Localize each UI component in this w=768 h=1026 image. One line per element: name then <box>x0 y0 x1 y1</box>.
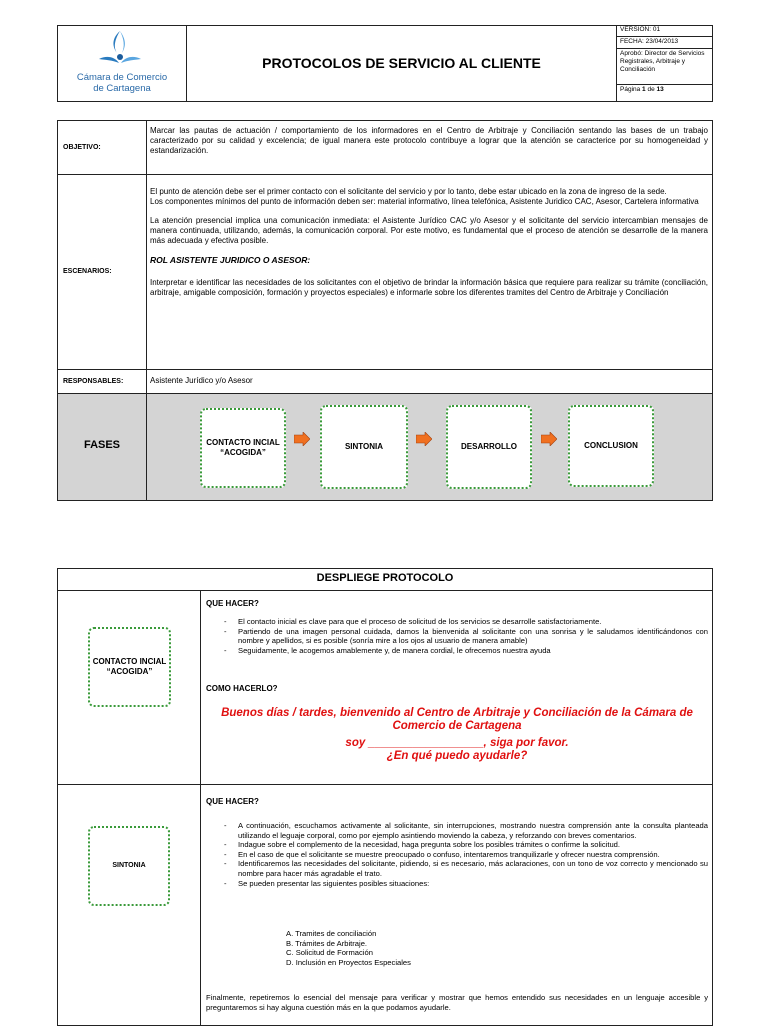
que-hacer-heading: QUE HACER? <box>206 797 259 806</box>
logo-text-line2: de Cartagena <box>93 83 151 94</box>
escenarios-text <box>150 187 708 298</box>
list-item: B. Trámites de Arbitraje. <box>286 938 368 948</box>
list-item: - Seguidamente, le acogemos amablemente y, de manera cordial, le ofrecemos nuestra ayuda <box>238 646 708 656</box>
script-line: ¿En qué puedo ayudarle? <box>386 750 528 762</box>
responsables-text: Asistente Jurídico y/o Asesor <box>150 376 253 385</box>
phase-conclusion: CONCLUSION <box>568 405 654 487</box>
que-hacer-list <box>206 617 708 655</box>
script-line: soy __________________, siga por favor. <box>345 737 569 749</box>
escenarios-paragraph: El punto de atención debe ser el primer contacto con el solicitante del servicio y por lo tanto, debe estar ubicado en la zona de ingreso de la sede. <box>150 187 667 196</box>
column-divider <box>200 590 201 1026</box>
page-current: 1 <box>642 86 646 93</box>
list-item: - A continuación, escuchamos activamente al solicitante, sin interrupciones, mostrando nuestra comprensión ante la consulta planteada utilizando el leguaje corporal, como por ejemplo asintiendo moviendo la cabeza, y reforzando con breves comentarios. <box>238 821 708 840</box>
page-total: 13 <box>656 86 664 93</box>
despliegue-title: DESPLIEGE PROTOCOLO <box>316 572 454 584</box>
list-item: A. Tramites de conciliación <box>286 929 377 938</box>
list-item: - Se pueden presentar las siguientes posibles situaciones: <box>238 879 708 889</box>
como-hacerlo-heading: COMO HACERLO? <box>206 684 278 693</box>
list-item: - Partiendo de una imagen personal cuidada, damos la bienvenida al solicitante con una sonrisa y le saludamos identificándonos con nombre y apellidos, si es posible (sonría mire a los ojos al usuario de manera amable) <box>238 627 708 646</box>
version-label: VERSION: 01 <box>617 25 713 37</box>
column-divider <box>146 394 147 500</box>
que-hacer-heading: QUE HACER? <box>206 599 259 608</box>
document-title: PROTOCOLOS DE SERVICIO AL CLIENTE <box>262 55 541 71</box>
escenarios-paragraph: La atención presencial implica una comunicación inmediata: el Asistente Jurídico CAC y/o Asesor y el solicitante del servicio intercambian mensajes de manera continuada, utilizando, además, la comunicación corporal. Por este motivo, es fundamental que el proceso de atención se desarrolle de la manera más adecuada y efectiva posible. <box>150 216 708 245</box>
list-item: D. Inclusión en Proyectos Especiales <box>286 957 411 967</box>
objetivo-text: Marcar las pautas de actuación / comportamiento de los informadores en el Centro de Arbitraje y Conciliación sentando las bases de un trabajo caracterizado por su calidad y excelencia; de igual manera este protocolo contribuye a lograr que la atención se caracterice por su homogeneidad y estandarización. <box>150 126 708 155</box>
header-meta-cell <box>616 25 713 102</box>
arrow-right-icon <box>294 432 310 446</box>
script-line: Comercio de Cartagena <box>392 720 522 732</box>
header-logo-cell <box>57 25 187 102</box>
arrow-right-icon <box>416 432 432 446</box>
final-paragraph: Finalmente, repetiremos lo esencial del mensaje para verificar y mostrar que hemos entendido sus necesidades en un lenguaje accesible y preguntaremos si hay alguna cuestión más en la que podamos ayudarle. <box>206 993 708 1012</box>
escenarios-label: ESCENARIOS: <box>63 268 112 275</box>
script-line: Buenos días / tardes, bienvenido al Centro de Arbitraje y Conciliación de la Cámara de <box>221 707 693 719</box>
list-item: - Indague sobre el complemento de la necesidad, haga pregunta sobre los posibles trámites o confirme la solicitud. <box>238 840 708 850</box>
row-divider <box>57 784 713 785</box>
chamber-logo-icon <box>95 29 145 69</box>
row-divider <box>57 174 713 175</box>
list-item: C. Solicitud de Formación <box>286 948 373 958</box>
row-divider <box>57 590 713 591</box>
phase-desarrollo: DESARROLLO <box>446 405 532 489</box>
role-heading: ROL ASISTENTE JURIDICO O ASESOR: <box>150 255 311 265</box>
fecha-label: FECHA: 23/04/2013 <box>617 37 713 49</box>
arrow-right-icon <box>541 432 557 446</box>
que-hacer-list <box>206 821 708 888</box>
list-item: - Identificaremos las necesidades del solicitante, pidiendo, si es necesario, más aclaraciones, con un tono de voz correcto y mencionado su nombre para hacer más agradable el trato. <box>238 859 708 878</box>
logo-text-line1: Cámara de Comercio <box>76 72 168 83</box>
list-item: - En el caso de que el solicitante se muestre preocupado o confuso, intentaremos tranquilizarle y ofrecer nuestra comprensión. <box>238 850 708 860</box>
objetivo-label: OBJETIVO: <box>63 143 101 151</box>
row-divider <box>57 369 713 370</box>
situaciones-list <box>206 929 708 967</box>
phase-contacto-inicial: CONTACTO INCIAL “ACOGIDA” <box>200 408 286 488</box>
aprobo-label: Aprobó: Director de Servicios Registrales, Arbitraje y Conciliación <box>617 49 713 85</box>
phase-sintonia: SINTONIA <box>320 405 408 489</box>
escenarios-paragraph: Los componentes mínimos del punto de información deben ser: material informativo, línea telefónica, Asistente Juridico CAC, Asesor, Cartelera informativa <box>150 197 699 206</box>
list-item: - El contacto inicial es clave para que el proceso de solicitud de los servicios se desarrolle satisfactoriamente. <box>238 617 708 627</box>
phase-contacto-inicial: CONTACTO INCIAL “ACOGIDA” <box>88 627 171 707</box>
phase-sintonia: SINTONIA <box>88 826 170 906</box>
escenarios-paragraph: Interpretar e identificar las necesidades de los solicitantes con el objetivo de brindar la información básica que requiere para realizar su trámite (conciliación, arbitraje, amigable composición, formación y proyectos especiales) e informarle sobre los diferentes tramites del Centro de Arbitraje y Conciliación <box>150 278 708 297</box>
fases-label: FASES <box>83 439 121 451</box>
responsables-label: RESPONSABLES: <box>63 377 124 385</box>
page-indicator: Página 1 de 13 <box>620 86 664 93</box>
greeting-script <box>206 707 708 763</box>
